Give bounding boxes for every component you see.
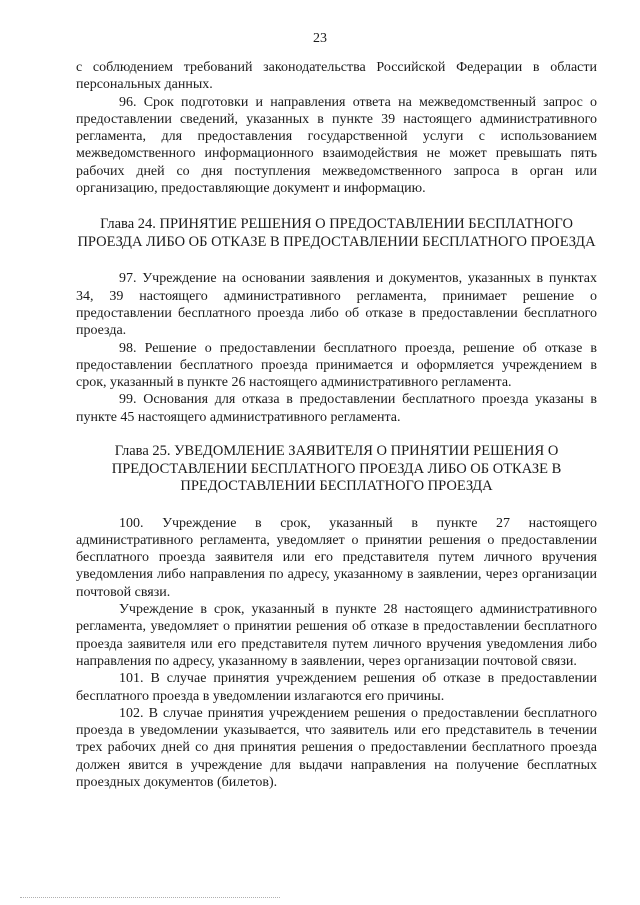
- chapter-25-heading: Глава 25. УВЕДОМЛЕНИЕ ЗАЯВИТЕЛЯ О ПРИНЯТИИ РЕШЕНИЯ О ПРЕДОСТАВЛЕНИИ БЕСПЛАТНОГО ПРОЕЗДА ЛИБО ОБ ОТКАЗЕ В ПРЕДОСТАВЛЕНИИ БЕСПЛАТНОГО ПРОЕЗДА: [111, 443, 562, 495]
- paragraph-99: 99. Основания для отказа в предоставлении бесплатного проезда указаны в пункте 45 настоящего административного регламента.: [76, 392, 597, 425]
- paragraph-98: 98. Решение о предоставлении бесплатного проезда, решение об отказе в предоставлении бесплатного проезда принимается и оформляется учреждением в срок, указанный в пункте 26 настоящего административного регламента.: [76, 340, 597, 391]
- page-number: 23: [313, 31, 327, 46]
- document-body: [76, 59, 597, 791]
- paragraph-100: 100. Учреждение в срок, указанный в пункте 27 настоящего административного регламента, уведомляет о принятии решения о предоставлении бесплатного проезда заявителя или его представителя путем личного вручения уведомления либо направления по адресу, указанному в заявлении, через организации почтовой связи.: [76, 515, 597, 600]
- paragraph-97: 97. Учреждение на основании заявления и документов, указанных в пунктах 34, 39 настоящего административного регламента, принимает решение о предоставлении бесплатного проезда либо об отказе в предоставлении бесплатного проезда.: [76, 271, 597, 339]
- paragraph-100-refusal: Учреждение в срок, указанный в пункте 28 настоящего административного регламента, уведомляет о принятии решения об отказе в предоставлении бесплатного проезда заявителя или его представителя путем личного вручения уведомления либо направления по адресу, указанному в заявлении, через организации почтовой связи.: [76, 602, 597, 669]
- paragraph-101: 101. В случае принятия учреждением решения об отказе в предоставлении бесплатного проезда в уведомлении излагаются его причины.: [76, 671, 597, 704]
- scan-footer-mark: [20, 897, 280, 899]
- paragraph-continuation: с соблюдением требований законодательства Российской Федерации в области персональных данных.: [76, 60, 597, 93]
- paragraph-96: 96. Срок подготовки и направления ответа на межведомственный запрос о предоставлении сведений, указанных в пункте 39 настоящего административного регламента, для предоставления государственной услуги с использованием межведомственного информационного взаимодействия не может превышать пять рабочих дней со дня поступления межведомственного запроса в орган или организацию, предоставляющие документ и информацию.: [76, 94, 597, 197]
- paragraph-102: 102. В случае принятия учреждением решения о предоставлении бесплатного проезда в уведомлении указывается, что заявитель или его представитель в течении трех рабочих дней со дня принятия решения о предоставлении бесплатного проезда должен явится в учреждение для выдачи направления на получение бесплатных проездных документов (билетов).: [76, 705, 597, 790]
- chapter-24-heading: Глава 24. ПРИНЯТИЕ РЕШЕНИЯ О ПРЕДОСТАВЛЕНИИ БЕСПЛАТНОГО ПРОЕЗДА ЛИБО ОБ ОТКАЗЕ В ПРЕДОСТАВЛЕНИИ БЕСПЛАТНОГО ПРОЕЗДА: [77, 216, 596, 250]
